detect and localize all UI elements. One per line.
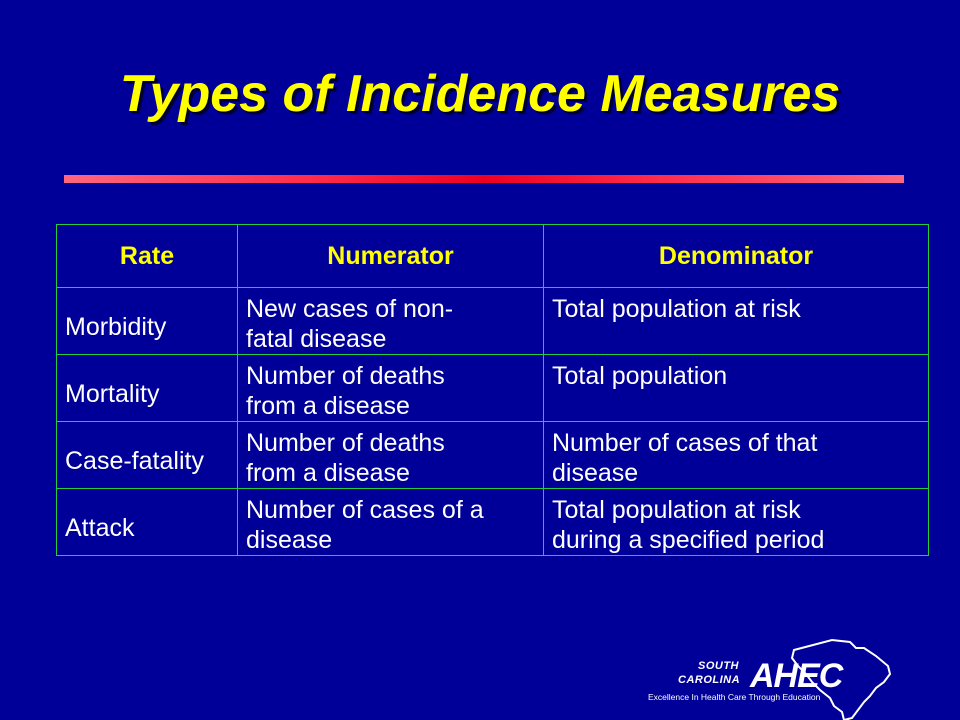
numerator-line: from a disease — [246, 459, 410, 487]
rate-cell — [57, 422, 238, 489]
table-header-row — [57, 225, 929, 288]
rate-cell — [57, 288, 238, 355]
numerator-cell — [238, 288, 544, 355]
table-row — [57, 288, 929, 355]
rate-label: Morbidity — [65, 313, 167, 341]
denominator-cell — [544, 489, 929, 556]
rate-label: Attack — [65, 514, 135, 542]
logo-carolina-text: CAROLINA — [678, 674, 741, 686]
denominator-cell — [544, 422, 929, 489]
denominator-line: Total population — [552, 362, 728, 390]
numerator-cell — [238, 489, 544, 556]
denominator-cell — [544, 288, 929, 355]
numerator-line: disease — [246, 526, 333, 554]
denominator-line: Number of cases of that — [552, 429, 818, 457]
sc-ahec-logo — [644, 636, 894, 720]
numerator-cell — [238, 355, 544, 422]
numerator-line: from a disease — [246, 392, 410, 420]
header-numerator: Numerator — [238, 225, 544, 288]
header-rate: Rate — [57, 225, 238, 288]
title-divider — [64, 175, 904, 183]
rate-cell — [57, 489, 238, 556]
logo-ahec-text: AHEC — [750, 657, 843, 695]
slide-title: Types of Incidence Measures — [119, 65, 841, 123]
numerator-line: New cases of non- — [246, 295, 454, 323]
numerator-line: Number of cases of a — [246, 496, 484, 524]
rate-cell — [57, 355, 238, 422]
denominator-line: Total population at risk — [552, 295, 801, 323]
numerator-cell — [238, 422, 544, 489]
table-row — [57, 355, 929, 422]
logo-tagline: Excellence In Health Care Through Education — [648, 692, 821, 702]
denominator-line: Total population at risk — [552, 496, 801, 524]
incidence-measures-table — [56, 224, 929, 556]
numerator-line: Number of deaths — [246, 429, 445, 457]
table-row — [57, 422, 929, 489]
rate-label: Case-fatality — [65, 447, 204, 475]
denominator-cell — [544, 355, 929, 422]
header-denominator: Denominator — [544, 225, 929, 288]
numerator-line: Number of deaths — [246, 362, 445, 390]
denominator-line: disease — [552, 459, 639, 487]
table-row — [57, 489, 929, 556]
logo-south-text: SOUTH — [698, 660, 739, 672]
numerator-line: fatal disease — [246, 325, 387, 353]
denominator-line: during a specified period — [552, 526, 825, 554]
rate-label: Mortality — [65, 380, 160, 408]
